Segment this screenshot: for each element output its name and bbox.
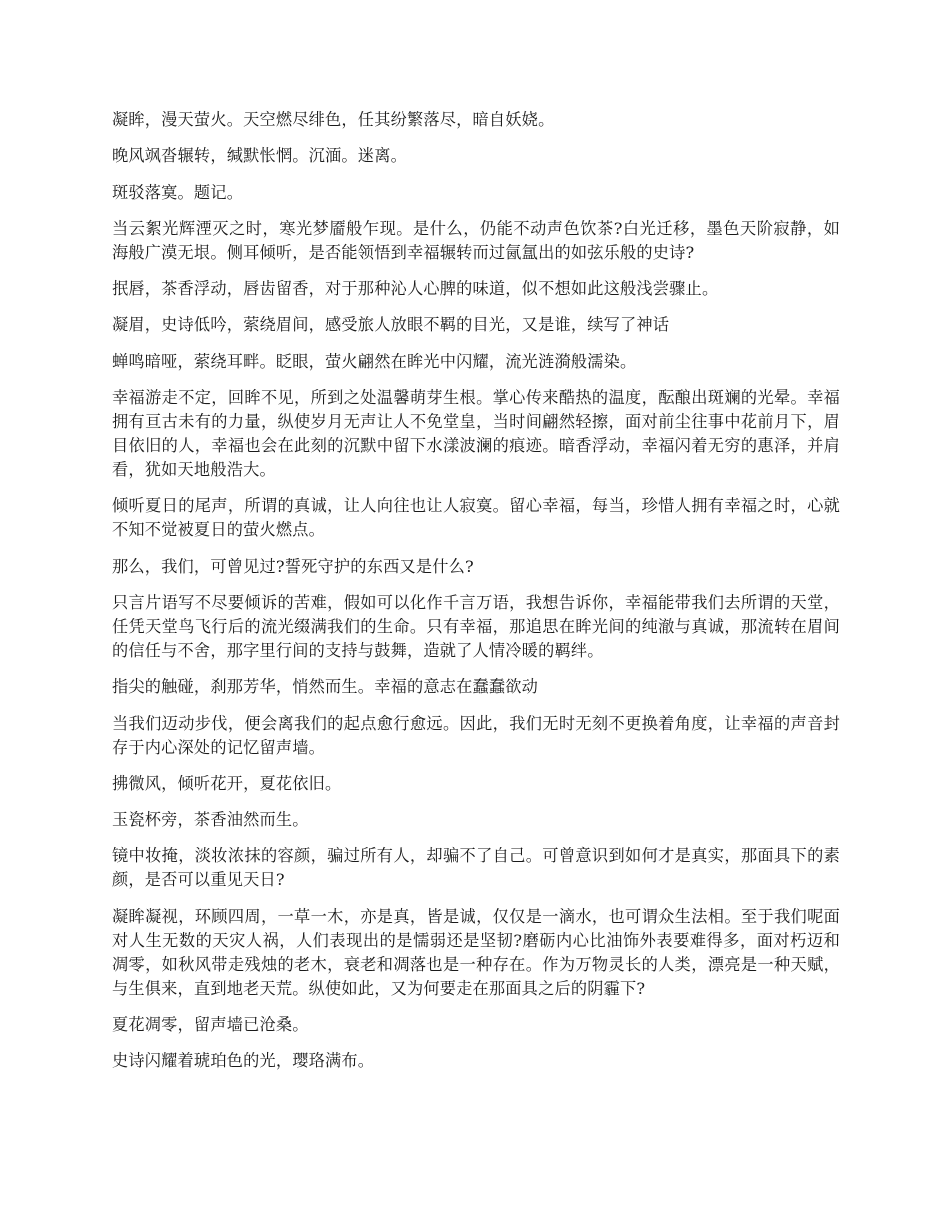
paragraph-14: 拂微风，倾听花开，夏花依旧。 bbox=[112, 773, 342, 793]
paragraph-10: 那么，我们，可曾见过?誓死守护的东西又是什么? bbox=[112, 556, 474, 576]
paragraph-15: 玉瓷杯旁，茶香油然而生。 bbox=[112, 810, 309, 830]
paragraph-6: 凝眉，史诗低吟，萦绕眉间，感受旅人放眼不羁的目光，又是谁，续写了神话 bbox=[112, 315, 670, 335]
paragraph-19: 史诗闪耀着琥珀色的光，璎珞满布。 bbox=[112, 1051, 375, 1071]
paragraph-11: 只言片语写不尽要倾诉的苦难，假如可以化作千言万语，我想告诉你，幸福能带我们去所谓的天堂，任凭天堂鸟飞行后的流光缀满我们的生命。只有幸福，那追思在眸光间的纯澈与真诚，那流转在眉间的信任与不舍，那字里行间的支持与鼓舞，造就了人情冷暖的羁绊。 bbox=[112, 592, 840, 660]
paragraph-18: 夏花凋零，留声墙已沧桑。 bbox=[112, 1015, 309, 1035]
paragraph-9: 倾听夏日的尾声，所谓的真诚，让人向往也让人寂寞。留心幸福，每当，珍惜人拥有幸福之时，心就不知不觉被夏日的萤火燃点。 bbox=[112, 496, 840, 540]
paragraph-17: 凝眸凝视，环顾四周，一草一木，亦是真，皆是诚，仅仅是一滴水，也可谓众生法相。至于我们呢面对人生无数的天灾人祸，人们表现出的是懦弱还是坚韧?磨砺内心比油饰外表要难得多，面对朽迈和凋零，如秋风带走残烛的老木，衰老和凋落也是一种存在。作为万物灵长的人类，漂亮是一种天赋，与生俱来，直到地老天荒。纵使如此，又为何要走在那面具之后的阴霾下? bbox=[112, 906, 840, 998]
paragraph-7: 蝉鸣暗哑，萦绕耳畔。眨眼，萤火翩然在眸光中闪耀，流光涟漪般濡染。 bbox=[112, 351, 637, 371]
paragraph-2: 晚风飒沓辗转，缄默怅惘。沉湎。迷离。 bbox=[112, 146, 407, 166]
paragraph-13: 当我们迈动步伐，便会离我们的起点愈行愈远。因此，我们无时无刻不更换着角度，让幸福的声音封存于内心深处的记忆留声墙。 bbox=[112, 713, 840, 757]
paragraph-1: 凝眸，漫天萤火。天空燃尽绯色，任其纷繁落尽，暗自妖娆。 bbox=[112, 110, 555, 129]
document-body bbox=[112, 108, 840, 1086]
paragraph-4: 当云絮光辉湮灭之时，寒光梦靥般乍现。是什么，仍能不动声色饮茶?白光迁移，墨色天阶寂静，如海般广漠无垠。侧耳倾听，是否能领悟到幸福辗转而过氤氲出的如弦乐般的史诗? bbox=[112, 218, 840, 262]
paragraph-8: 幸福游走不定，回眸不见，所到之处温馨萌芽生根。掌心传来酷热的温度，酝酿出斑斓的光晕。幸福拥有亘古未有的力量，纵使岁月无声让人不免堂皇，当时间翩然轻擦，面对前尘往事中花前月下，眉目依旧的人，幸福也会在此刻的沉默中留下水漾波澜的痕迹。暗香浮动，幸福闪着无穷的惠泽，并肩看，犹如天地般浩大。 bbox=[112, 388, 840, 480]
paragraph-3: 斑驳落寞。题记。 bbox=[112, 182, 244, 202]
paragraph-12: 指尖的触碰，刹那芳华，悄然而生。幸福的意志在蠢蠢欲动 bbox=[112, 677, 539, 697]
paragraph-5: 抿唇，茶香浮动，唇齿留香，对于那种沁人心脾的味道，似不想如此这般浅尝骤止。 bbox=[112, 279, 719, 299]
paragraph-16: 镜中妆掩，淡妆浓抹的容颜，骗过所有人，却骗不了自己。可曾意识到如何才是真实，那面具下的素颜，是否可以重见天日? bbox=[112, 846, 840, 890]
